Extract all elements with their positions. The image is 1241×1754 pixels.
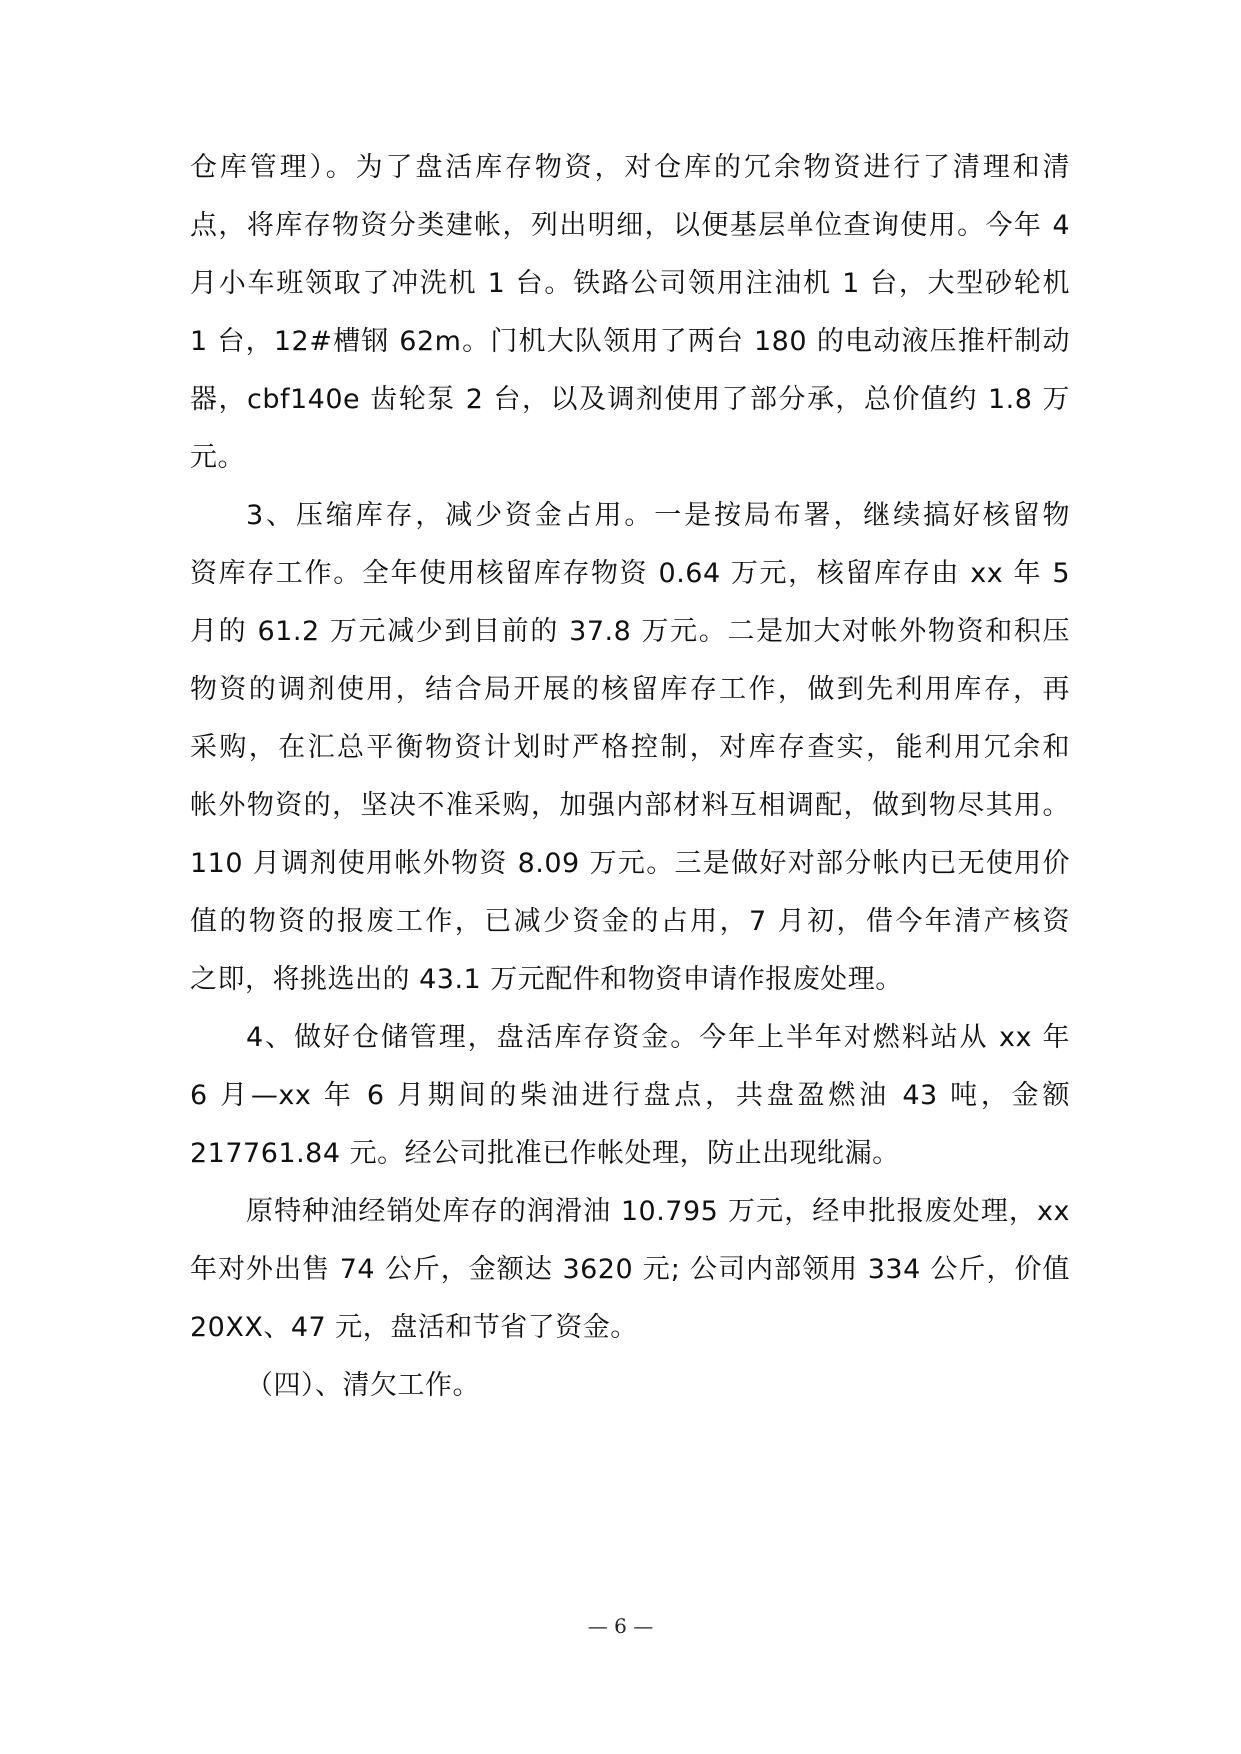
page-number: — 6 — <box>587 1614 654 1638</box>
text-line: 1 台，12#槽钢 62m。门机大队领用了两台 180 的电动液压推杆制动 <box>190 326 1070 357</box>
section-heading: （四）、清欠工作。 <box>246 1370 480 1401</box>
text-line: 元。 <box>190 442 245 473</box>
paragraph-start-line: 3、压缩库存，减少资金占用。一是按局布署，继续搞好核留物 <box>246 500 1070 531</box>
text-line: 之即，将挑选出的 43.1 万元配件和物资申请作报废处理。 <box>190 964 903 995</box>
text-line: 物资的调剂使用，结合局开展的核留库存工作，做到先利用库存，再 <box>190 674 1070 705</box>
text-line: 217761.84 元。经公司批准已作帐处理，防止出现纰漏。 <box>190 1138 900 1169</box>
text-line: 值的物资的报废工作，已减少资金的占用，7 月初，借今年清产核资 <box>190 906 1070 937</box>
text-line: 帐外物资的，坚决不准采购，加强内部材料互相调配，做到物尽其用。 <box>190 790 1070 821</box>
text-line: 月小车班领取了冲洗机 1 台。铁路公司领用注油机 1 台，大型砂轮机 <box>190 268 1070 299</box>
paragraph-start-line: 原特种油经销处库存的润滑油 10.795 万元，经申批报废处理，xx <box>246 1196 1070 1227</box>
text-line: 仓库管理）。为了盘活库存物资，对仓库的冗余物资进行了清理和清 <box>190 152 1070 183</box>
text-line: 年对外出售 74 公斤，金额达 3620 元; 公司内部领用 334 公斤，价值 <box>190 1254 1070 1285</box>
paragraph-start-line: 4、做好仓储管理，盘活库存资金。今年上半年对燃料站从 xx 年 <box>246 1022 1070 1053</box>
text-line: 20XX、47 元，盘活和节省了资金。 <box>190 1312 638 1343</box>
text-line: 器，cbf140e 齿轮泵 2 台，以及调剂使用了部分承，总价值约 1.8 万 <box>190 384 1070 415</box>
text-line: 资库存工作。全年使用核留库存物资 0.64 万元，核留库存由 xx 年 5 <box>190 558 1070 589</box>
text-line: 6 月—xx 年 6 月期间的柴油进行盘点，共盘盈燃油 43 吨，金额 <box>190 1080 1070 1111</box>
text-line: 月的 61.2 万元减少到目前的 37.8 万元。二是加大对帐外物资和积压 <box>190 616 1070 647</box>
text-line: 点，将库存物资分类建帐，列出明细，以便基层单位查询使用。今年 4 <box>190 210 1070 241</box>
text-line: 110 月调剂使用帐外物资 8.09 万元。三是做好对部分帐内已无使用价 <box>190 848 1070 879</box>
text-line: 采购，在汇总平衡物资计划时严格控制，对库存查实，能利用冗余和 <box>190 732 1070 763</box>
